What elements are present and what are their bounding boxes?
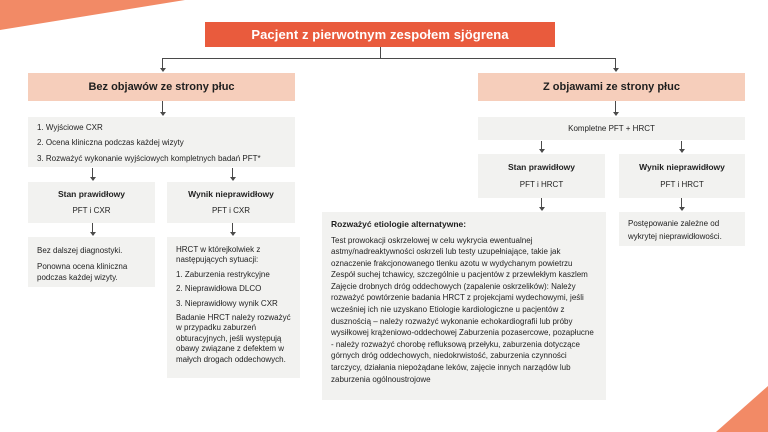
outcome-line: Bez dalszej diagnostyki. [37,246,123,255]
left-hrct-indications-node [167,237,300,378]
hrct-item: 3. Nieprawidłowy wynik CXR [176,298,278,308]
alt-etiologies-body: Test prowokacji oskrzelowej w celu wykrycia ewentualnej astmy/nadreaktywności oskrzeli lub testy uzupełniające, takie jak oznaczenie frakcjonowanego tlenku azotu w wydychanym powietrzu Zespół suchej tchawicy, szczególnie u pacjentów z przewlekłym kaszlem Zajęcie drobnych dróg oddechowych (zapalenie oskrzelików): Należy rozważyć powtórzenie badania HRCT z projekcjami wydechowymi, jeśli wcześniej ich nie uzyskano Etiologie kardiologiczne u pacjentów z dusznością – należy rozważyć wykonanie echokardiografii lub próby wysiłkowej krążeniowo-oddechowej Zaburzenia pozasercowe, pozapłucne - należy rozważyć chorobę refluksową przełyku, zaburzenia dotyczące górnych dróg oddechowych, niedokrwistość, zaburzenia czynności tarczycy, działania niepożądane leków, zajęcie innych narządów lub zaburzenia ogólnoustrojowe [331,235,594,384]
result-subtitle: PFT i HRCT [660,179,704,189]
connector-arrow [681,141,682,149]
corner-decoration-bottom-right [716,386,768,432]
root-node-title: Pacjent z pierwotnym zespołem sjögrena [205,22,555,47]
outcome-line: Ponowna ocena kliniczna podczas każdej wizyty. [37,261,128,282]
right-normal-result-node [478,154,605,198]
corner-decoration-top-left [0,0,185,30]
right-complete-workup-node: Kompletne PFT + HRCT [478,117,745,140]
abnormality-management-node: Postępowanie zależne od wykrytej nieprawidłowości. [619,212,745,246]
result-subtitle: PFT i CXR [72,206,111,215]
result-title: Stan prawidłowy [507,162,576,172]
left-no-further-workup-node [28,237,155,287]
baseline-item: 3. Rozważyć wykonanie wyjściowych kompletnych badań PFT* [37,153,261,163]
result-title: Wynik nieprawidłowy [639,162,725,172]
left-normal-result-node [28,182,155,223]
hrct-intro: HRCT w którejkolwiek z następujących sytuacji: [176,245,261,265]
right-branch-header: Z objawami ze strony płuc [478,73,745,101]
right-abnormal-result-node [619,154,745,198]
result-title: Stan prawidłowy [57,188,126,199]
connector-arrow [92,223,93,232]
connector-arrow [681,198,682,207]
left-abnormal-result-node [167,182,295,223]
connector-arrow [162,101,163,112]
connector-line [162,58,616,59]
connector-arrow [541,141,542,149]
left-baseline-workup-node [28,117,295,167]
connector-arrow [232,223,233,232]
baseline-item: 2. Ocena kliniczna podczas każdej wizyty [37,138,184,148]
connector-arrow [92,168,93,177]
connector-arrow [162,58,163,68]
alternative-etiologies-node [322,212,606,400]
connector-line [380,47,381,58]
hrct-item: 1. Zaburzenia restrykcyjne [176,269,270,279]
hrct-item: 2. Nieprawidłowa DLCO [176,284,262,294]
connector-arrow [232,168,233,177]
result-subtitle: PFT i HRCT [519,179,564,189]
connector-arrow [541,198,542,207]
baseline-item: 1. Wyjściowe CXR [37,123,103,132]
hrct-note: Badanie HRCT należy rozważyć w przypadku zaburzeń obturacyjnych, jeśli występują obawy związane z defektem w małych drogach oddechowych. [176,313,291,364]
connector-arrow [615,58,616,68]
result-subtitle: PFT i CXR [211,206,251,215]
result-title: Wynik nieprawidłowy [188,188,274,199]
connector-arrow [615,101,616,112]
alt-etiologies-heading: Rozważyć etiologie alternatywne: [331,219,467,229]
left-branch-header: Bez objawów ze strony płuc [28,73,295,101]
